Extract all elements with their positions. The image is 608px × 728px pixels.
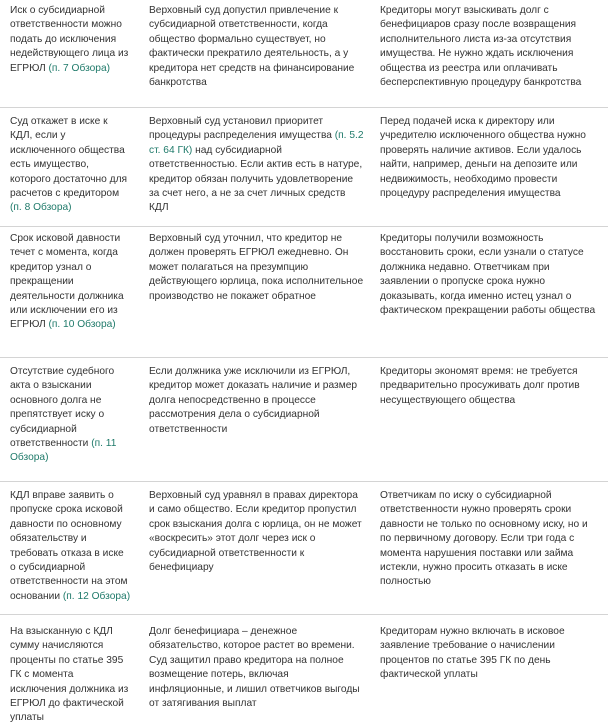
position-text: Иск о субсидиарной ответственности можно подать до исключения недействующего лица из ЕГРЮЛ [10, 5, 129, 74]
position-cell [10, 232, 132, 333]
practice-cell [380, 4, 600, 90]
explanation-text: Верховный суд установил приоритет процедуры распределения имущества [149, 116, 332, 142]
explanation-text: Верховный суд допустил привлечение к субсидиарной ответственности, когда общество формально существует, но фактически прекратило деятельность, а у кредитора нет средств на финансирование банкротства [149, 5, 355, 89]
practice-text: Ответчикам по иску о субсидиарной ответственности нужно проверять сроки давности не только по основному иску, но и по первичному договору. Если три года с момента нарушения поставки или займа истекли, нужно просить отказать в иске полностью [380, 490, 588, 588]
overview-ref-link[interactable]: (п. 10 Обзора) [48, 319, 116, 331]
position-cell [10, 4, 132, 76]
table-row [0, 0, 608, 108]
table-row [0, 358, 608, 482]
explanation-text: Верховный суд уравнял в правах директора и само общество. Если кредитор пропустил срок взыскания долга с юрлица, он не может «воскресить» этот долг через иск о субсидиарной ответственности к бенефициару [149, 490, 362, 574]
position-text: Отсутствие судебного акта о взыскании основного долга не препятствует иску о субсидиарной ответственности [10, 366, 115, 450]
explanation-text: Долг бенефициара – денежное обязательство, которое растет во времени. Суд защитил право кредитора на полное возмещение потерь, включая инфляционные, и лишил ответчиков выгоды от затягивания выплат [149, 626, 360, 710]
position-text: Срок исковой давности течет с момента, когда кредитор узнал о прекращении деятельности должника или исключении его из ЕГРЮЛ [10, 233, 124, 331]
practice-text: Кредиторы экономят время: не требуется предварительно просуживать долг против несуществующего общества [380, 366, 580, 406]
practice-cell [380, 115, 600, 201]
table-row [0, 615, 608, 728]
practice-text: Перед подачей иска к директору или учредителю исключенного общества нужно проверять наличие активов. Если удалось найти, например, деньги на депозите или недвижимость, необходимо провести процедуру распределения имущества [380, 116, 586, 200]
practice-cell [380, 489, 600, 590]
position-text: Суд откажет в иске к КДЛ, если у исключенного общества есть имущество, которого достаточно для расчетов с кредитором [10, 116, 128, 200]
practice-cell [380, 625, 600, 683]
explanation-text: Если должника уже исключили из ЕГРЮЛ, кредитор может доказать наличие и размер долга непосредственно в процессе рассмотрения дела о субсидиарной ответственности [149, 366, 358, 435]
explanation-tail: над субсидиарной ответственностью. Если актив есть в натуре, кредитор обязан получить удовлетворение за счет него, а не за счет личных средств КДЛ [149, 144, 363, 214]
practice-text: Кредиторам нужно включать в исковое заявление требование о начислении процентов по статье 395 ГК по день фактической уплаты [380, 626, 565, 681]
position-text: На взысканную с КДЛ сумму начисляются проценты по статье 395 ГК с момента исключения должника из ЕГРЮЛ до фактической уплаты [10, 626, 129, 724]
explanation-text: Верховный суд уточнил, что кредитор не должен проверять ЕГРЮЛ ежедневно. Он может полагаться на презумпцию действующего юрлица, пока исполнительное производство не покажет обратное [149, 233, 364, 302]
overview-ref-link[interactable]: (п. 8 Обзора) [10, 202, 72, 214]
overview-ref-link[interactable]: (п. 12 Обзора) [62, 590, 131, 602]
code-ref-link[interactable]: (п. 5.2 ст. 64 ГК) [149, 130, 364, 156]
overview-ref-link[interactable]: (п. 11 Обзора) [10, 438, 117, 464]
position-cell [10, 625, 132, 726]
explanation-cell [149, 625, 365, 711]
overview-ref-link[interactable]: (п. 7 Обзора) [48, 62, 111, 74]
table-row [0, 482, 608, 615]
table-row [0, 108, 608, 227]
practice-text: Кредиторы получили возможность восстановить сроки, если узнали о статусе должника недавно. Ответчикам при заявлении о пропуске срока нужно доказывать, когда именно истец узнал о фактическом прекращении работы общества [380, 233, 596, 317]
practice-cell [380, 232, 600, 318]
explanation-cell [149, 115, 365, 216]
practice-cell [380, 365, 600, 408]
table-row [0, 227, 608, 358]
practice-text: Кредиторы могут взыскивать долг с бенефициаров сразу после возвращения исполнительного листа из-за отсутствия имущества. Не нужно ждать исключения общества из реестра или оплачивать бесперспективную процедуру банкротства [380, 5, 582, 89]
position-cell [10, 365, 132, 466]
position-text: КДЛ вправе заявить о пропуске срока исковой давности по основному обязательству и требовать отказа в иске о субсидиарной ответственности на этом основании [10, 490, 128, 602]
explanation-cell [149, 232, 365, 304]
explanation-cell [149, 489, 365, 575]
position-cell [10, 489, 132, 604]
explanation-cell [149, 365, 365, 437]
position-cell [10, 115, 132, 216]
explanation-cell [149, 4, 365, 90]
